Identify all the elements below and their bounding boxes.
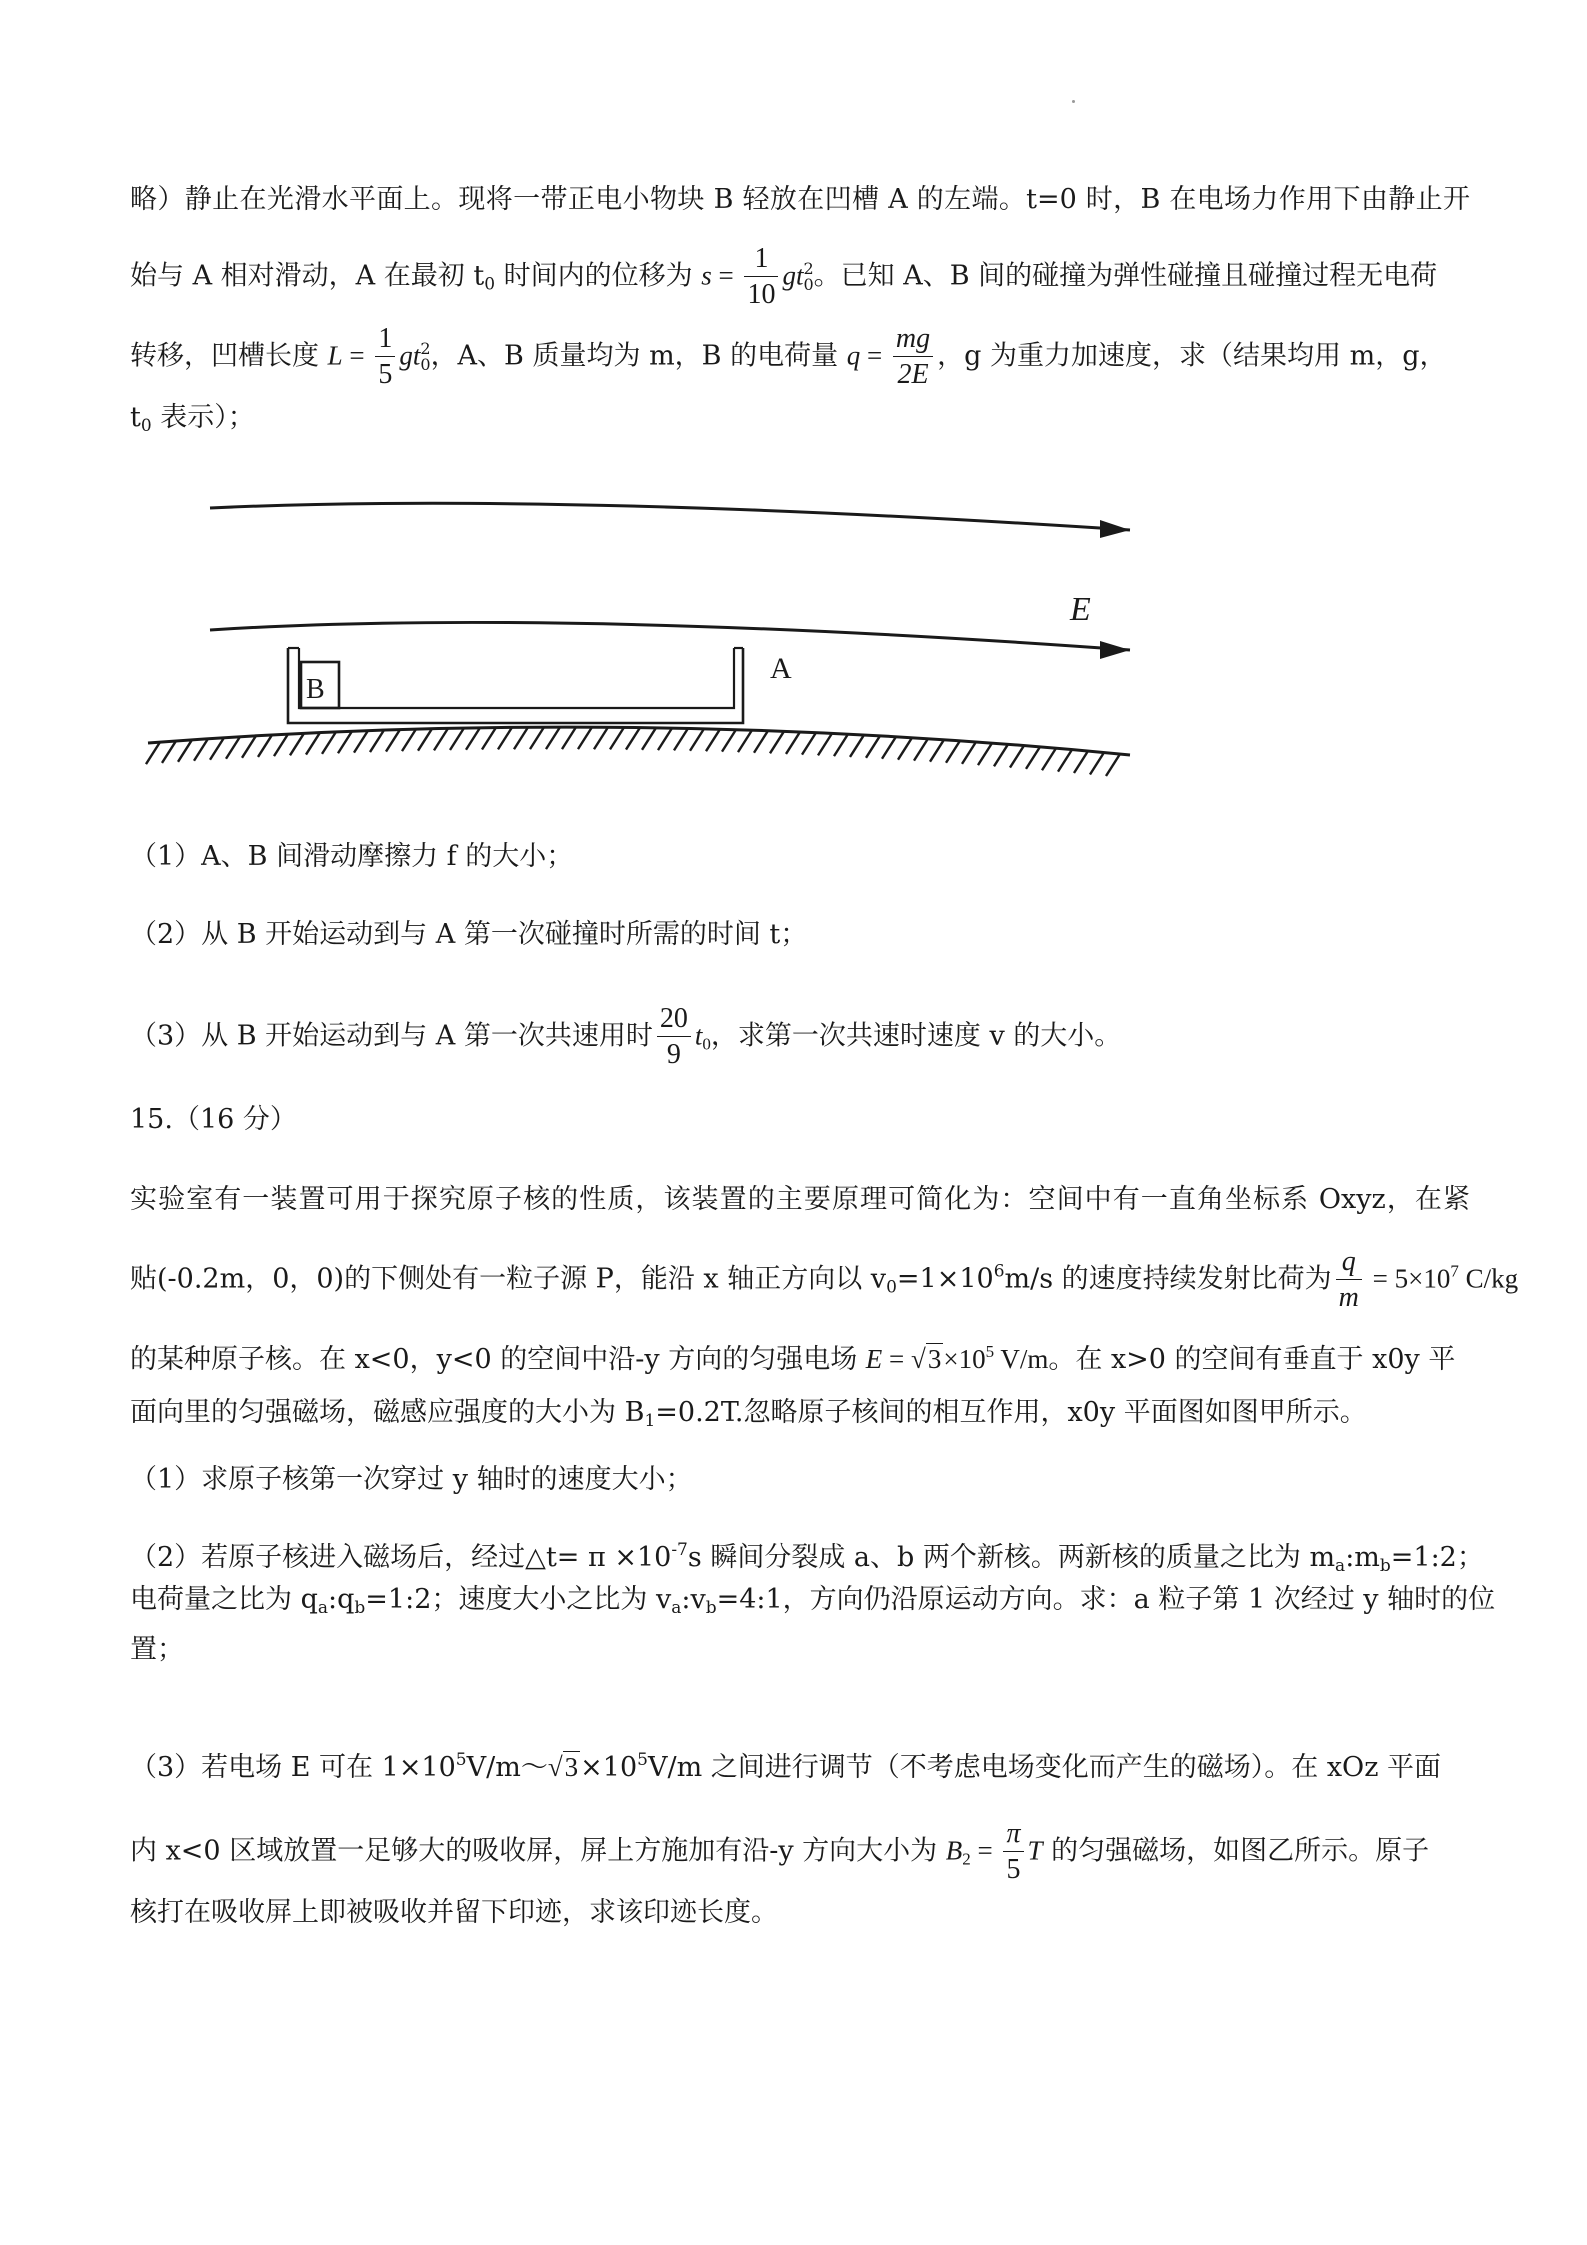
question-text: =1:2；: [1390, 1542, 1484, 1573]
question-text: （1）A、B 间滑动摩擦力 f 的大小；: [130, 841, 574, 872]
question-text: =1:2；速度大小之比为 v: [365, 1584, 672, 1615]
p14-question-1: [130, 837, 1470, 877]
p14-text: t: [130, 402, 141, 433]
subscript: 0: [420, 355, 431, 374]
math-var: g: [399, 340, 413, 371]
hatch-line: [1042, 748, 1056, 770]
hatch-line: [930, 740, 944, 762]
denominator: 2E: [897, 359, 929, 390]
hatch-line: [770, 731, 784, 753]
numerator: mg: [893, 325, 933, 357]
denominator: m: [1338, 1282, 1359, 1313]
p15-text: =0.2T.忽略原子核间的相互作用，x0y 平面图如图甲所示。: [655, 1397, 1367, 1428]
hatch-line: [562, 727, 576, 749]
label-A: A: [770, 652, 792, 685]
p15-question-3-line-3: [130, 1893, 1470, 1933]
sup-sub-stack: [420, 341, 430, 373]
radicand: 3: [564, 1752, 579, 1782]
sqrt-3: √3: [547, 1752, 579, 1782]
p15-text: 实验室有一装置可用于探究原子核的性质，该装置的主要原理可简化为：空间中有一直角坐标系 Oxyz，在紧: [130, 1184, 1470, 1215]
hatch-line: [706, 729, 720, 751]
hatch-line: [370, 730, 384, 752]
p14-text: 。已知 A、B 间的碰撞为弹性碰撞且碰撞过程无电荷: [813, 260, 1438, 292]
math-op: =: [882, 1344, 912, 1374]
fraction-q-m: [1336, 1248, 1362, 1312]
ground-surface: [146, 727, 1130, 776]
p15-question-3-line-1: [130, 1740, 1470, 1788]
subscript: b: [354, 1598, 366, 1618]
denominator: 9: [666, 1039, 681, 1070]
numerator: 1: [744, 245, 778, 277]
hatch-line: [162, 741, 176, 763]
subscript: b: [1379, 1556, 1391, 1576]
hatch-line: [1010, 746, 1024, 768]
subscript: a: [671, 1598, 682, 1618]
superscript: 7: [1450, 1261, 1459, 1281]
hatch-line: [738, 730, 752, 752]
hatch-line: [658, 728, 672, 750]
subscript: 0: [140, 416, 152, 436]
math-op: =: [970, 1835, 1000, 1866]
groove-field-figure: [130, 480, 1150, 800]
hatch-line: [386, 730, 400, 752]
numerator: 1: [375, 325, 395, 357]
subscript: a: [317, 1598, 329, 1618]
question-text: 核打在吸收屏上即被吸收并留下印迹，求该印迹长度。: [130, 1897, 778, 1928]
p14-line-4: [130, 398, 1470, 446]
p15-line-3: [130, 1332, 1470, 1380]
hatch-line: [258, 735, 272, 757]
hatch-line: [466, 728, 480, 750]
subscript: 0: [484, 274, 496, 295]
p15-line-4: [130, 1393, 1470, 1441]
math-op: =: [711, 260, 741, 291]
unit: C/kg: [1458, 1263, 1519, 1294]
question-text: =4:1，方向仍沿原运动方向。求：a 粒子第 1 次经过 y 轴时的位: [716, 1584, 1496, 1615]
p14-line-2: [130, 245, 1470, 309]
math-var: t: [795, 260, 804, 291]
question-text: s 瞬间分裂成 a、b 两个新核。两新核的质量之比为 m: [687, 1542, 1336, 1573]
hatch-line: [546, 727, 560, 749]
fraction-pi-5: [1003, 1820, 1023, 1884]
hatch-line: [610, 727, 624, 749]
question-text: :m: [1345, 1542, 1380, 1573]
question-text: （1）求原子核第一次穿过 y 轴时的速度大小；: [130, 1464, 693, 1495]
hatch-line: [642, 728, 656, 750]
superscript: -7: [671, 1540, 688, 1560]
math-var: q: [846, 340, 861, 371]
hatch-line: [850, 735, 864, 757]
p14-line-1: [130, 180, 1470, 220]
p15-question-3-line-2: [130, 1820, 1470, 1884]
hatch-line: [914, 739, 928, 761]
fraction-20-9: [657, 1005, 691, 1069]
question-text: 内 x<0 区域放置一足够大的吸收屏，屏上方施加有沿-y 方向大小为: [130, 1835, 946, 1867]
math-var: T: [1027, 1835, 1043, 1866]
fraction-1-10: [744, 245, 778, 309]
p15-text: m/s 的速度持续发射比荷为: [1004, 1263, 1332, 1295]
hatch-line: [1026, 747, 1040, 769]
p14-text: ，g 为重力加速度，求（结果均用 m，g，: [937, 340, 1447, 372]
hatch-line: [178, 740, 192, 762]
question-text: :q: [328, 1584, 355, 1615]
question-text: 的匀强磁场，如图乙所示。原子: [1042, 1835, 1430, 1867]
hatch-line: [962, 742, 976, 764]
p14-text: 始与 A 相对滑动，A 在最初 t: [130, 260, 485, 292]
hatch-line: [226, 737, 240, 759]
label-E: E: [1070, 591, 1091, 628]
hatch-line: [866, 736, 880, 758]
hatch-line: [418, 729, 432, 751]
sqrt-3: √3: [911, 1344, 942, 1374]
p15-text: 的某种原子核。在 x<0，y<0 的空间中沿-y 方向的匀强电场: [130, 1344, 866, 1375]
hatch-line: [274, 734, 288, 756]
hatch-line: [482, 728, 496, 750]
question-text: 电荷量之比为 q: [130, 1584, 318, 1615]
hatch-line: [338, 731, 352, 753]
hatch-line: [450, 728, 464, 750]
question-text: （2）若原子核进入磁场后，经过△t= π ×10: [130, 1542, 672, 1573]
question-text: ，求第一次共速时速度 v 的大小。: [710, 1020, 1122, 1052]
math-var: E: [865, 1344, 883, 1374]
p14-text: 略）静止在光滑水平面上。现将一带正电小物块 B 轻放在凹槽 A 的左端。t=0 时，B 在电场力作用下由静止开: [130, 184, 1470, 215]
fraction-1-5: [375, 325, 395, 389]
hatch-line: [786, 732, 800, 754]
superscript: 2: [803, 259, 814, 278]
subscript: b: [705, 1598, 717, 1618]
hatch-line: [594, 727, 608, 749]
hatch-line: [322, 732, 336, 754]
hatch-line: [514, 727, 528, 749]
subscript: 0: [702, 1034, 711, 1054]
hatch-line: [1058, 750, 1072, 772]
hatch-line: [242, 736, 256, 758]
hatch-line: [354, 731, 368, 753]
question-text: :v: [681, 1584, 706, 1615]
problem-number: 15.（16 分）: [130, 1104, 297, 1135]
p15-question-2-line-3: [130, 1630, 1470, 1670]
hatch-line: [626, 728, 640, 750]
hatch-line: [210, 738, 224, 760]
p14-question-3: [130, 1005, 1470, 1069]
hatch-line: [498, 727, 512, 749]
p14-text: ，A、B 质量均为 m，B 的电荷量: [430, 340, 847, 372]
question-text: 置；: [130, 1634, 184, 1665]
p15-text: 。在 x>0 的空间有垂直于 x0y 平: [1048, 1344, 1456, 1375]
superscript: 2: [420, 339, 431, 358]
scan-speck: [1072, 100, 1075, 103]
numerator: q: [1336, 1248, 1362, 1280]
math-op: ×10: [943, 1344, 986, 1374]
question-text: （3）若电场 E 可在 1×10: [130, 1752, 456, 1783]
subscript: 1: [644, 1411, 656, 1431]
p15-text: =1×10: [896, 1263, 994, 1295]
subscript: a: [1335, 1556, 1346, 1576]
radicand: 3: [927, 1344, 942, 1374]
subscript: 2: [962, 1849, 971, 1869]
math-op: =: [342, 340, 372, 371]
hatch-line: [898, 738, 912, 760]
label-B: B: [306, 674, 325, 705]
question-text: ×10: [580, 1752, 638, 1783]
denominator: 5: [378, 359, 393, 390]
p14-text: 转移，凹槽长度: [130, 340, 328, 372]
hatch-line: [994, 744, 1008, 766]
sup-sub-stack: [803, 261, 813, 293]
hatch-line: [690, 729, 704, 751]
hatch-line: [722, 730, 736, 752]
p15-line-1: [130, 1180, 1470, 1220]
denominator: 5: [1006, 1854, 1021, 1885]
p15-text: 贴(-0.2m，0，0)的下侧处有一粒子源 P，能沿 x 轴正方向以 v: [130, 1263, 887, 1295]
hatch-line: [882, 737, 896, 759]
question-text: （2）从 B 开始运动到与 A 第一次碰撞时所需的时间 t；: [130, 919, 808, 950]
hatch-line: [1106, 754, 1120, 776]
math-op: =: [860, 340, 889, 371]
math-var: t: [412, 340, 421, 371]
math-var: L: [327, 340, 343, 371]
p14-line-3: [130, 325, 1470, 389]
hatch-line: [530, 727, 544, 749]
hatch-line: [146, 742, 160, 764]
p15-line-2: [130, 1246, 1519, 1313]
hatch-line: [434, 728, 448, 750]
subscript: 0: [803, 275, 814, 294]
question-text: V/m 之间进行调节（不考虑电场变化而产生的磁场）。在 xOz 平面: [647, 1752, 1442, 1783]
p14-text: 表示）；: [151, 402, 255, 433]
hatch-line: [834, 734, 848, 756]
numerator: π: [1003, 1820, 1023, 1852]
hatch-line: [754, 731, 768, 753]
unit: V/m: [994, 1344, 1049, 1374]
p15-question-2-line-1: [130, 1530, 1484, 1586]
math-var: B: [945, 1835, 963, 1866]
hatch-line: [306, 733, 320, 755]
p15-question-1: [130, 1460, 1470, 1500]
hatch-line: [946, 741, 960, 763]
hatch-line: [818, 733, 832, 755]
subscript: 0: [886, 1277, 897, 1298]
superscript: 5: [637, 1750, 648, 1770]
math-var: g: [782, 260, 796, 291]
question-text: （3）从 B 开始运动到与 A 第一次共速用时: [130, 1020, 653, 1052]
p14-text: 时间内的位移为: [495, 260, 702, 292]
hatch-line: [578, 727, 592, 749]
field-line-bottom: [210, 622, 1130, 659]
hatch-line: [674, 728, 688, 750]
denominator: 10: [747, 279, 776, 310]
p15-question-2-line-2: [130, 1580, 1496, 1628]
hatch-line: [978, 743, 992, 765]
field-line-top: [210, 503, 1130, 538]
superscript: 5: [985, 1342, 995, 1361]
fraction-mg-2E: [893, 325, 933, 389]
hatch-line: [402, 729, 416, 751]
math-var: t: [694, 1020, 703, 1051]
superscript: 6: [993, 1261, 1005, 1282]
math-op: = 5×10: [1365, 1263, 1451, 1294]
groove-A: [288, 648, 743, 723]
p15-heading: [130, 1100, 1470, 1140]
hatch-line: [290, 733, 304, 755]
superscript: 5: [455, 1750, 467, 1770]
hatch-line: [1090, 753, 1104, 775]
question-text: V/m～: [466, 1752, 548, 1783]
p14-question-2: [130, 915, 1470, 955]
math-var: s: [701, 260, 712, 291]
hatch-line: [194, 739, 208, 761]
hatch-line: [1074, 751, 1088, 773]
numerator: 20: [657, 1005, 691, 1037]
p15-text: 面向里的匀强磁场，磁感应强度的大小为 B: [130, 1397, 645, 1428]
hatch-line: [802, 733, 816, 755]
